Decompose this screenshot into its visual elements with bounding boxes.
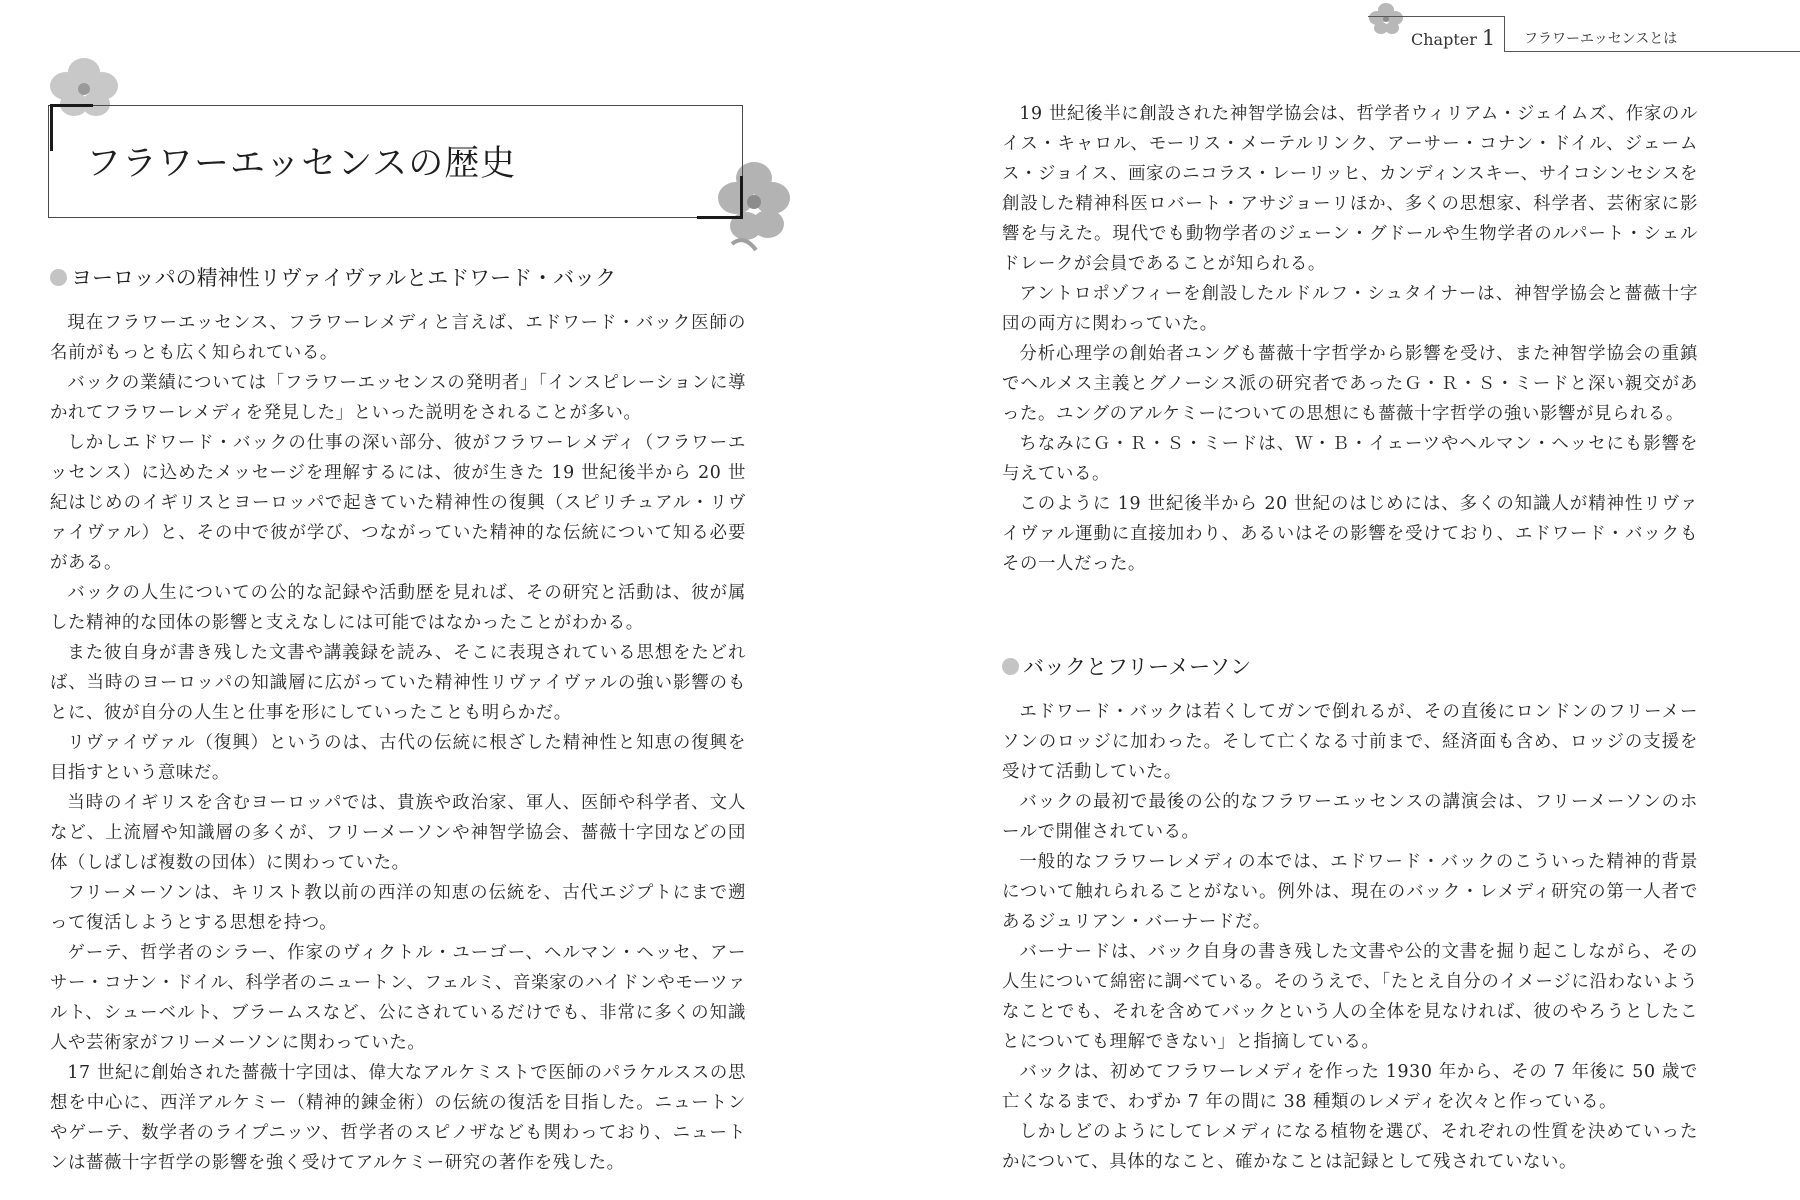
section-heading [1002,651,1251,681]
chapter-label-text: Chapter [1411,30,1477,49]
section-heading-text: バックとフリーメーソン [1023,655,1252,679]
section-heading-text: ヨーロッパの精神性リヴァイヴァルとエドワード・バック [71,266,617,290]
paragraph: 当時のイギリスを含むヨーロッパでは、貴族や政治家、軍人、医師や科学者、文人など、上流層や知識層の多くが、フリーメーソンや神智学協会、薔薇十字団などの団体（しばしば複数の団体）に関わっていた。 [50,793,746,873]
paragraph: ちなみにＧ・Ｒ・Ｓ・ミードは、Ｗ・Ｂ・イェーツやヘルマン・ヘッセにも影響を与えている。 [1002,434,1698,484]
page-title: フラワーエッセンスの歴史 [86,144,517,184]
paragraph: 分析心理学の創始者ユングも薔薇十字哲学から影響を受け、また神智学協会の重鎮でヘルメス主義とグノーシス派の研究者であったＧ・Ｒ・Ｓ・ミードと深い親交があった。ユングのアルケミーについての思想にも薔薇十字哲学の強い影響が見られる。 [1002,344,1698,424]
bullet-circle-icon [1002,658,1019,675]
paragraph: 19 世紀後半に創設された神智学協会は、哲学者ウィリアム・ジェイムズ、作家のルイス・キャロル、モーリス・メーテルリンク、アーサー・コナン・ドイル、ジェームス・ジョイス、画家のニコラス・レーリッヒ、カンディンスキー、サイコシンセシスを創設した精神科医ロバート・アサジョーリほか、多くの思想家、科学者、芸術家に影響を与えた。現代でも動物学者のジェーン・グドールや生物学者のルパート・シェルドレークが会員であることが知られる。 [1002,104,1698,274]
running-header [900,0,1800,60]
left-body-text [50,308,746,1178]
paragraph: バックの業績については「フラワーエッセンスの発明者」「インスピレーションに導かれてフラワーレメディを発見した」といった説明をされることが多い。 [50,373,746,423]
paragraph: バーナードは、バック自身の書き残した文書や公的文書を掘り起こしながら、その人生について綿密に調べている。そのうえで、「たとえ自分のイメージに沿わないようなことでも、それを含めてバックという人の全体を見なければ、彼のやろうとしたことについても理解できない」と指摘している。 [1002,942,1698,1052]
header-rule [1368,16,1504,17]
bullet-circle-icon [50,269,67,286]
paragraph: 一般的なフラワーレメディの本では、エドワード・バックのこういった精神的背景について触れられることがない。例外は、現在のバック・レメディ研究の第一人者であるジュリアン・バーナードだ。 [1002,852,1698,932]
section-heading [50,262,616,292]
paragraph: 現在フラワーエッセンス、フラワーレメディと言えば、エドワード・バック医師の名前がもっとも広く知られている。 [50,313,746,363]
right-page [900,0,1800,1200]
flower-icon [1366,0,1406,38]
paragraph: バックの最初で最後の公的なフラワーエッセンスの講演会は、フリーメーソンのホールで開催されている。 [1002,792,1698,842]
paragraph: 17 世紀に創始された薔薇十字団は、偉大なアルケミストで医師のパラケルススの思想を中心に、西洋アルケミー（精神的錬金術）の伝統の復活を目指した。ニュートンやゲーテ、数学者のライプニッツ、哲学者のスピノザなども関わっており、ニュートンは薔薇十字哲学の影響を強く受けてアルケミー研究の著作を残した。 [50,1063,746,1173]
chapter-number: 1 [1481,26,1496,50]
paragraph: ゲーテ、哲学者のシラー、作家のヴィクトル・ユーゴー、ヘルマン・ヘッセ、アーサー・コナン・ドイル、科学者のニュートン、フェルミ、音楽家のハイドンやモーツァルト、シューベルト、ブラームスなど、公にされているだけでも、非常に多くの知識人や芸術家がフリーメーソンに関わっていた。 [50,943,746,1053]
paragraph: エドワード・バックは若くしてガンで倒れるが、その直後にロンドンのフリーメーソンのロッジに加わった。そして亡くなる寸前まで、経済面も含め、ロッジの支援を受けて活動していた。 [1002,702,1698,782]
header-divider [1504,16,1505,52]
paragraph: リヴァイヴァル（復興）というのは、古代の伝統に根ざした精神性と知恵の復興を目指すという意味だ。 [50,733,746,783]
paragraph: フリーメーソンは、キリスト教以前の西洋の知恵の伝統を、古代エジプトにまで遡って復活しようとする思想を持つ。 [50,883,746,933]
paragraph: また彼自身が書き残した文書や講義録を読み、そこに表現されている思想をたどれば、当時のヨーロッパの知識層に広がっていた精神性リヴァイヴァルの強い影響のもとに、彼が自分の人生と仕事を形にしていったことも明らかだ。 [50,643,746,723]
paragraph: バックは、初めてフラワーレメディを作った 1930 年から、その 7 年後に 50 歳で亡くなるまで、わずか 7 年の間に 38 種類のレメディを次々と作っている。 [1002,1062,1698,1112]
chapter-label [1411,26,1495,50]
right-body-text [1002,697,1698,1177]
title-corner-bottom-right [697,176,743,219]
paragraph: アントロポゾフィーを創設したルドルフ・シュタイナーは、神智学協会と薔薇十字団の両方に関わっていた。 [1002,284,1698,334]
right-body-text [1002,99,1698,579]
paragraph: しかしエドワード・バックの仕事の深い部分、彼がフラワーレメディ（フラワーエッセンス）に込めたメッセージを理解するには、彼が生きた 19 世紀後半から 20 世紀はじめのイギリスとヨーロッパで起きていた精神性の復興（スピリチュアル・リヴァイヴァル）と、その中で彼が学び、つながっていた精神的な伝統について知る必要がある。 [50,433,746,573]
header-rule [1504,51,1800,52]
paragraph: しかしどのようにしてレメディになる植物を選び、それぞれの性質を決めていったかについて、具体的なこと、確かなことは記録として残されていない。 [1002,1122,1698,1172]
paragraph: バックの人生についての公的な記録や活動歴を見れば、その研究と活動は、彼が属した精神的な団体の影響と支えなしには可能ではなかったことがわかる。 [50,583,746,633]
chapter-title: フラワーエッセンスとは [1524,31,1678,47]
paragraph: このように 19 世紀後半から 20 世紀のはじめには、多くの知識人が精神性リヴァイヴァル運動に直接加わり、あるいはその影響を受けており、エドワード・バックもその一人だった。 [1002,494,1698,574]
